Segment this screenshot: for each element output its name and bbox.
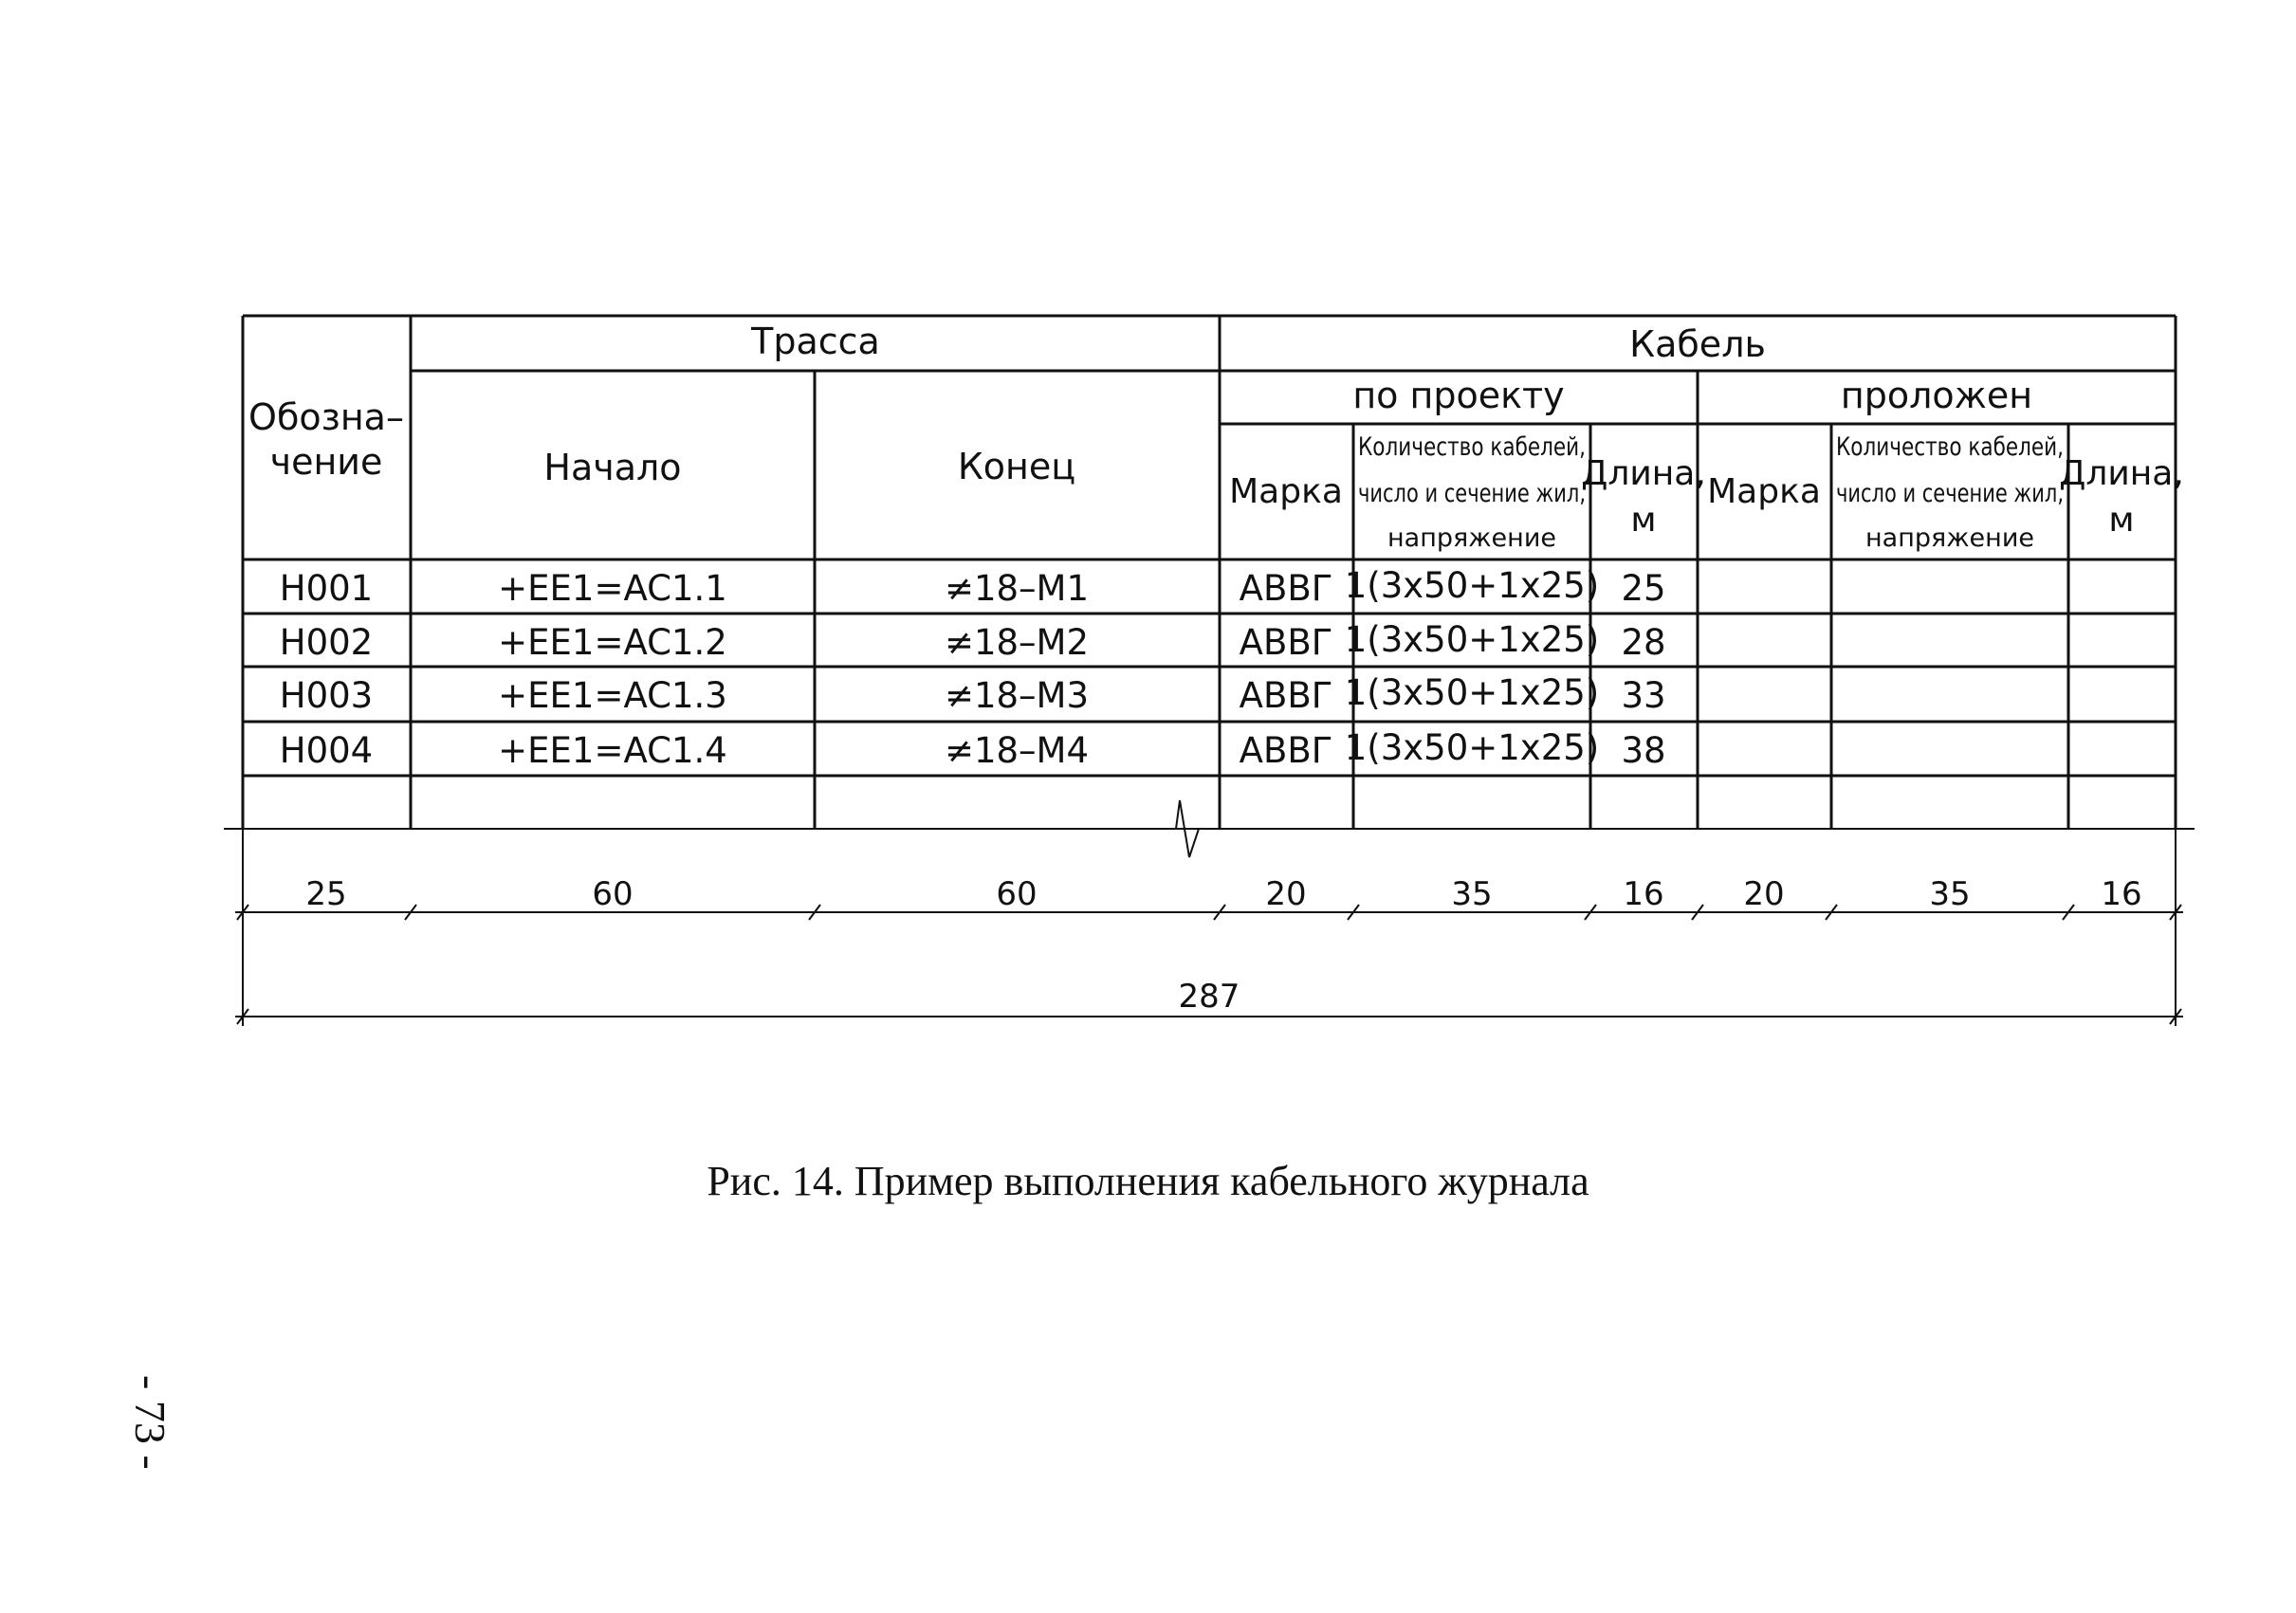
header-end: Конец — [957, 446, 1076, 487]
header-quantity-laid-line-3: напряжение — [1865, 523, 2034, 553]
table-row — [280, 565, 1666, 609]
header-quantity-project-line-3: напряжение — [1387, 523, 1556, 553]
header-by-project: по проекту — [1352, 375, 1565, 416]
header-designation-line-1: Обозна– — [248, 396, 404, 438]
header-laid: проложен — [1840, 375, 2033, 416]
header-start: Начало — [543, 447, 682, 488]
dimension-brand-laid: 20 — [1743, 875, 1785, 913]
table-row — [280, 619, 1666, 663]
table-row — [280, 727, 1666, 771]
row-start: +EE1=AC1.3 — [498, 675, 727, 716]
row-designation: H002 — [279, 622, 374, 663]
row-brand: АВВГ — [1239, 568, 1333, 609]
row-quantity: 1(3x50+1x25) — [1344, 672, 1600, 713]
header-designation-line-2: чение — [269, 441, 383, 483]
header-quantity-laid-line-2: число и сечение жил, — [1836, 479, 2064, 508]
row-length: 38 — [1621, 730, 1666, 771]
header-cable: Кабель — [1629, 323, 1766, 365]
header-quantity-project-line-2: число и сечение жил, — [1358, 479, 1586, 508]
dimension-brand-project: 20 — [1265, 875, 1307, 913]
row-brand: АВВГ — [1239, 675, 1333, 716]
dimension-start: 60 — [592, 875, 634, 913]
header-brand-laid: Марка — [1707, 472, 1821, 511]
row-quantity: 1(3x50+1x25) — [1344, 619, 1600, 660]
row-designation: H001 — [279, 568, 374, 609]
dimension-quantity-laid: 35 — [1929, 875, 1971, 913]
header-length-project-line-1: Длина, — [1581, 454, 1706, 493]
header-length-project-line-2: м — [1630, 501, 1657, 540]
row-length: 28 — [1621, 622, 1666, 663]
row-start: +EE1=AC1.2 — [498, 622, 727, 663]
row-end: ≠18–M2 — [944, 622, 1090, 663]
row-end: ≠18–M4 — [944, 730, 1090, 771]
row-brand: АВВГ — [1239, 622, 1333, 663]
dimension-total: 287 — [1178, 978, 1240, 1016]
row-length: 25 — [1621, 568, 1666, 609]
row-quantity: 1(3x50+1x25) — [1344, 727, 1600, 768]
dimension-designation: 25 — [305, 875, 347, 913]
header-brand-project: Марка — [1229, 472, 1343, 511]
dimension-length-laid: 16 — [2101, 875, 2142, 913]
row-quantity: 1(3x50+1x25) — [1344, 565, 1600, 606]
row-brand: АВВГ — [1239, 730, 1333, 771]
dimension-quantity-project: 35 — [1451, 875, 1493, 913]
header-quantity-project-line-1: Количество кабелей, — [1358, 432, 1586, 462]
header-quantity-laid-line-1: Количество кабелей, — [1836, 432, 2064, 462]
row-designation: H004 — [279, 730, 374, 771]
dimension-end: 60 — [996, 875, 1038, 913]
row-start: +EE1=AC1.4 — [498, 730, 727, 771]
header-length-laid-line-1: Длина, — [2059, 454, 2184, 493]
page-number: - 73 - — [126, 1375, 174, 1470]
row-end: ≠18–M3 — [944, 675, 1090, 716]
row-start: +EE1=AC1.1 — [498, 568, 727, 609]
row-end: ≠18–M1 — [944, 568, 1090, 609]
table-row — [280, 672, 1666, 716]
row-length: 33 — [1621, 675, 1666, 716]
header-route: Трасса — [751, 321, 880, 362]
dimension-length-project: 16 — [1623, 875, 1664, 913]
row-designation: H003 — [279, 675, 374, 716]
figure-caption: Рис. 14. Пример выполнения кабельного журнала — [707, 1158, 1589, 1204]
header-length-laid-line-2: м — [2108, 501, 2135, 540]
